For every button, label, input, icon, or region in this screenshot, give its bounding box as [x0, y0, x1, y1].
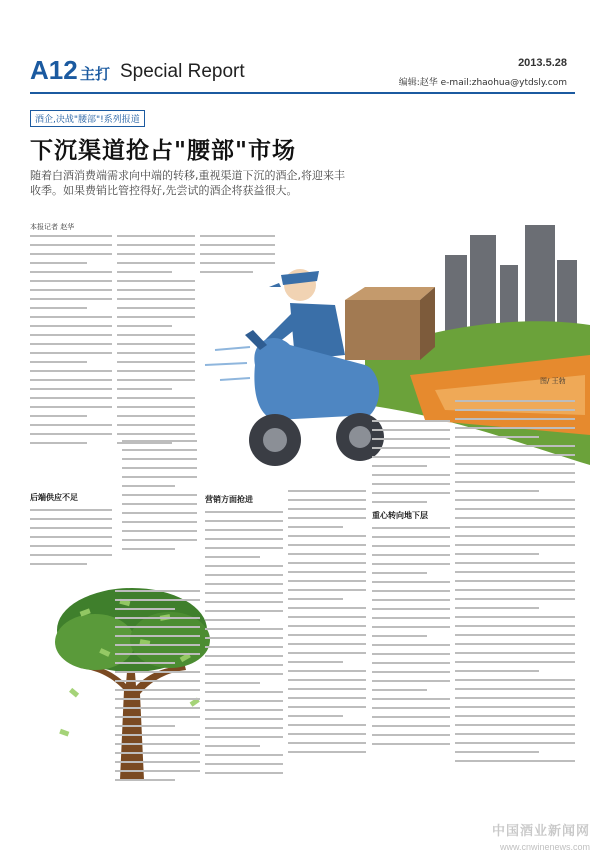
article-body-col-8 — [455, 400, 575, 810]
site-watermark — [400, 820, 590, 854]
editor-info: 编辑:赵华 e-mail:zhaohua@ytdsly.com — [398, 78, 567, 88]
site-name: 中国酒业新闻网 — [491, 824, 590, 839]
subheading-2: 营销方面抢进 — [205, 495, 253, 504]
section-label: 主打 — [80, 65, 111, 83]
issue-date: 2013.5.28 — [518, 57, 567, 69]
page-title: 下沉渠道抢占"腰部"市场 — [30, 137, 296, 164]
article-body-col-1b — [30, 488, 112, 573]
article-body-col-5 — [205, 490, 283, 810]
article-body-col-9 — [115, 590, 200, 810]
article-body-col-4 — [122, 440, 197, 580]
illustration-caption: 图/ 王勃 — [540, 377, 566, 385]
page-header — [30, 55, 575, 91]
article-body-col-6 — [288, 490, 366, 810]
section-label-en: Special Report — [120, 61, 245, 82]
subheading-1: 后端供应不足 — [30, 493, 78, 502]
site-url: www.cnwinenews.com — [499, 842, 590, 852]
page-number: A12 — [30, 55, 78, 85]
article-subhead: 随着白酒消费端需求向中端的转移,重视渠道下沉的酒企,将迎来丰收季。如果费销比管控得好,先尝试的酒企将获益很大。 — [30, 169, 345, 197]
article-body-col-1 — [30, 235, 112, 483]
header-rule — [30, 92, 575, 94]
subheading-3: 重心转向地下层 — [372, 511, 428, 520]
series-tag: 酒企,决战"腰部"!系列报道 — [30, 110, 145, 127]
byline: 本报记者 赵华 — [30, 223, 75, 231]
article-body-col-7 — [372, 420, 450, 810]
article-body-col-3 — [200, 235, 275, 295]
